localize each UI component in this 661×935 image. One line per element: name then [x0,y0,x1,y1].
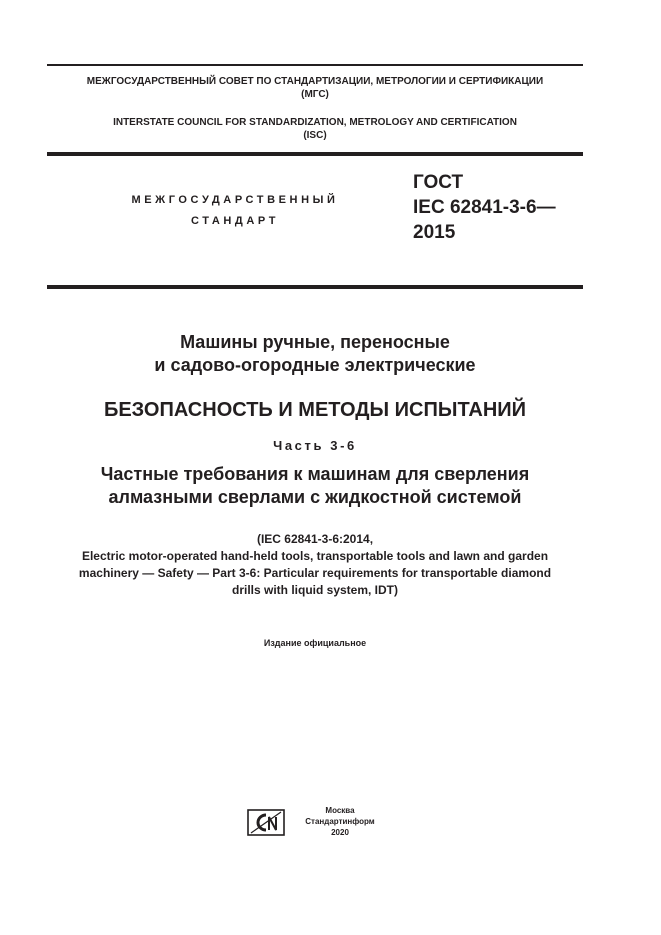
gost-line2: IEC 62841-3-6— [413,197,556,218]
council-en-line1: INTERSTATE COUNCIL FOR STANDARDIZATION, METROLOGY AND CERTIFICATION [113,117,517,128]
subtitle-line1: Частные требования к машинам для сверления [100,464,530,484]
english-line4: drills with liquid system, IDT) [231,583,399,597]
subtitle-line2: алмазными сверлами с жидкостной системой [108,487,522,507]
title-line2: и садово-огородные электрические [154,355,476,375]
gost-line3: 2015 [413,222,456,243]
standard-label-line1: МЕЖГОСУДАРСТВЕННЫЙ [131,194,339,206]
top-rule [47,64,583,66]
title-line1: Машины ручные, переносные [180,332,450,352]
designation-thick-rule [47,285,583,289]
publisher-name: Стандартинформ [305,817,375,826]
publisher-info [300,805,380,838]
standartinform-logo-icon [247,809,285,836]
publisher-year: 2020 [331,828,349,837]
gost-line1: ГОСТ [413,172,464,193]
council-ru [47,75,583,101]
edition-label: Издание официальное [263,638,367,648]
document-title [47,331,583,377]
english-line1: (IEC 62841-3-6:2014, [256,532,374,546]
subtitle [47,463,583,509]
english-reference [47,531,583,599]
main-title: БЕЗОПАСНОСТЬ И МЕТОДЫ ИСПЫТАНИЙ [103,399,527,421]
part-label: Часть 3-6 [273,438,357,453]
header-thick-rule [47,152,583,156]
publisher-city: Москва [325,806,355,815]
english-line2: Electric motor-operated hand-held tools, transportable tools and lawn and garden [81,549,549,563]
council-ru-line2: (МГС) [301,89,329,100]
standard-type-label [80,190,390,232]
council-en-line2: (ISC) [303,130,327,141]
council-ru-line1: МЕЖГОСУДАРСТВЕННЫЙ СОВЕТ ПО СТАНДАРТИЗАЦИИ, МЕТРОЛОГИИ И СЕРТИФИКАЦИИ [86,76,544,87]
standard-label-line2: СТАНДАРТ [190,215,280,227]
english-line3: machinery — Safety — Part 3-6: Particular requirements for transportable diamond [78,566,552,580]
council-en [47,116,583,142]
gost-designation [413,170,613,245]
